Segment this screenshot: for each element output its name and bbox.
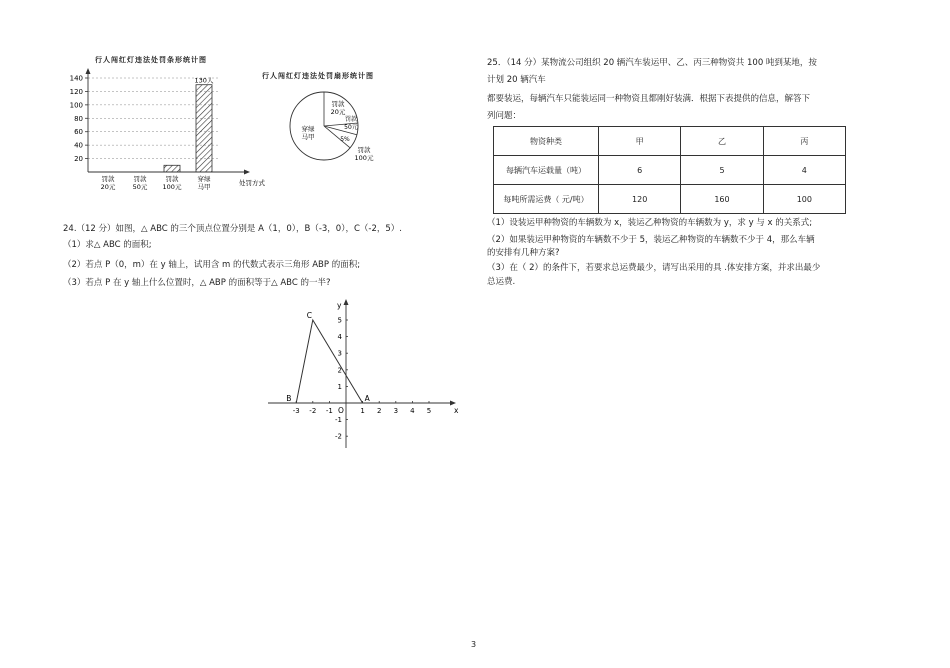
pie-slice-label: 穿绿 [301,125,315,133]
x-tick-label: 罚款 [165,175,179,183]
table-cell: 物资种类 [494,127,599,156]
q24-title: 24.（12 分）如图，△ ABC 的三个顶点位置分别是 A（1，0），B（-3，0），C（-2，5）. [63,224,402,234]
y-tick-label: -2 [335,432,342,441]
y-tick-label: 120 [69,87,83,96]
origin-label: O [338,406,344,415]
q25-line1: 25．（14 分）某物流公司组织 20 辆汽车装运甲、乙、丙三种物资共 100 吨到某地，按 [487,58,817,68]
y-tick-label: 20 [74,155,83,164]
y-tick-label: 80 [74,114,83,123]
x-axis-label: x [454,406,459,415]
table-cell: 5 [681,156,763,185]
x-tick-label: 穿绿 [197,175,211,183]
point-label-b: B [286,394,292,403]
page-number: 3 [471,640,477,649]
y-tick-label: 1 [337,382,342,391]
triangle-abc [296,320,362,403]
table-row [494,156,846,185]
q25-part1: （1）设装运甲种物资的车辆数为 x，装运乙种物资的车辆数为 y，求 y 与 x 的关系式; [487,218,813,228]
pie-slice-label: 罚款 [357,146,371,154]
x-tick-label: 马甲 [197,183,211,191]
pie-slice-label: 50元 [344,124,358,131]
table-cell: 4 [763,156,845,185]
table-cell: 丙 [763,127,845,156]
q25-table [493,126,846,214]
table-cell: 6 [599,156,681,185]
table-row [494,185,846,214]
x-tick-label: 50元 [132,183,148,191]
table-cell: 160 [681,185,763,214]
y-axis-label: y [337,301,342,310]
x-tick-label: 1 [360,407,365,415]
x-tick-label: 100元 [162,183,182,191]
bar-chart-title: 行人闯红灯违法处罚条形统计图 [95,56,207,64]
q25-line3: 都要装运，每辆汽车只能装运同一种物资且都刚好装满．根据下表提供的信息，解答下 [487,94,811,104]
y-tick-label: 2 [337,366,342,375]
table-cell: 120 [599,185,681,214]
pie-slice-label: 20元 [330,108,346,116]
bar-value-label: 130人 [194,76,214,85]
x-axis-arrow [450,401,456,406]
x-tick-label: 罚款 [101,175,115,183]
table-cell: 100 [763,185,845,214]
q25-line4: 列问题： [487,111,522,121]
y-axis-arrow [86,68,91,74]
table-header-row [494,127,846,156]
q24-part2: （2）若点 P（0，m）在 y 轴上，试用含 m 的代数式表示三角形 ABP 的面积; [63,260,361,270]
y-tick-label: 140 [69,74,83,83]
y-axis-arrow [344,299,349,305]
x-tick-label: 罚款 [133,175,147,183]
y-tick-label: 5 [337,316,342,325]
q25-part3-line1: （3）在（ 2）的条件下，若要求总运费最少，请写出采用的具 .体安排方案，并求出最少 [487,263,821,273]
pie-slice-label: 罚款 [344,116,358,123]
y-tick-label: 40 [74,141,83,150]
bar-chart [60,68,270,198]
pie-chart [280,84,400,164]
x-tick-label: 5 [426,407,432,415]
x-axis-label: 处罚方式 [239,179,265,187]
x-tick-label: 20元 [100,183,116,191]
pie-slice-label: 100元 [354,154,374,162]
q24-part3: （3）若点 P 在 y 轴上什么位置时，△ ABP 的面积等于△ ABC 的一半? [63,278,331,288]
pie-slice-label: 罚款 [331,100,345,108]
q25-part2-line1: （2）如果装运甲种物资的车辆数不少于 5，装运乙种物资的车辆数不少于 4，那么车辆 [487,235,815,245]
table-cell: 甲 [599,127,681,156]
y-tick-label: -1 [335,416,342,425]
coordinate-plot [262,296,462,454]
q24-part1: （1）求△ ABC 的面积; [63,240,152,250]
pie-percent-label: 5% [340,136,350,143]
x-tick-label: 3 [393,407,399,415]
y-tick-label: 100 [69,101,83,110]
x-tick-label: -3 [292,407,300,415]
q25-part3-line2: 总运费. [487,277,516,287]
table-cell: 每吨所需运费（ 元/吨） [494,185,599,214]
y-tick-label: 3 [337,349,342,358]
bar [196,85,212,172]
pie-chart-title: 行人闯红灯违法处罚扇形统计图 [262,72,374,80]
x-axis-arrow [244,170,250,175]
x-tick-label: -2 [309,407,317,415]
pie-slice-label: 马甲 [301,133,315,141]
x-tick-label: -1 [325,407,333,415]
table-cell: 乙 [681,127,763,156]
table-cell: 每辆汽车运载量（吨） [494,156,599,185]
y-tick-label: 60 [74,128,83,137]
point-label-a: A [364,394,370,403]
q25-line2: 计划 20 辆汽车 [487,75,546,85]
x-tick-label: 4 [410,407,415,415]
point-label-c: C [306,311,313,320]
bar [164,165,180,172]
x-tick-label: 2 [376,407,382,415]
q25-part2-line2: 的安排有几种方案? [487,248,560,258]
y-tick-label: 4 [337,333,342,342]
